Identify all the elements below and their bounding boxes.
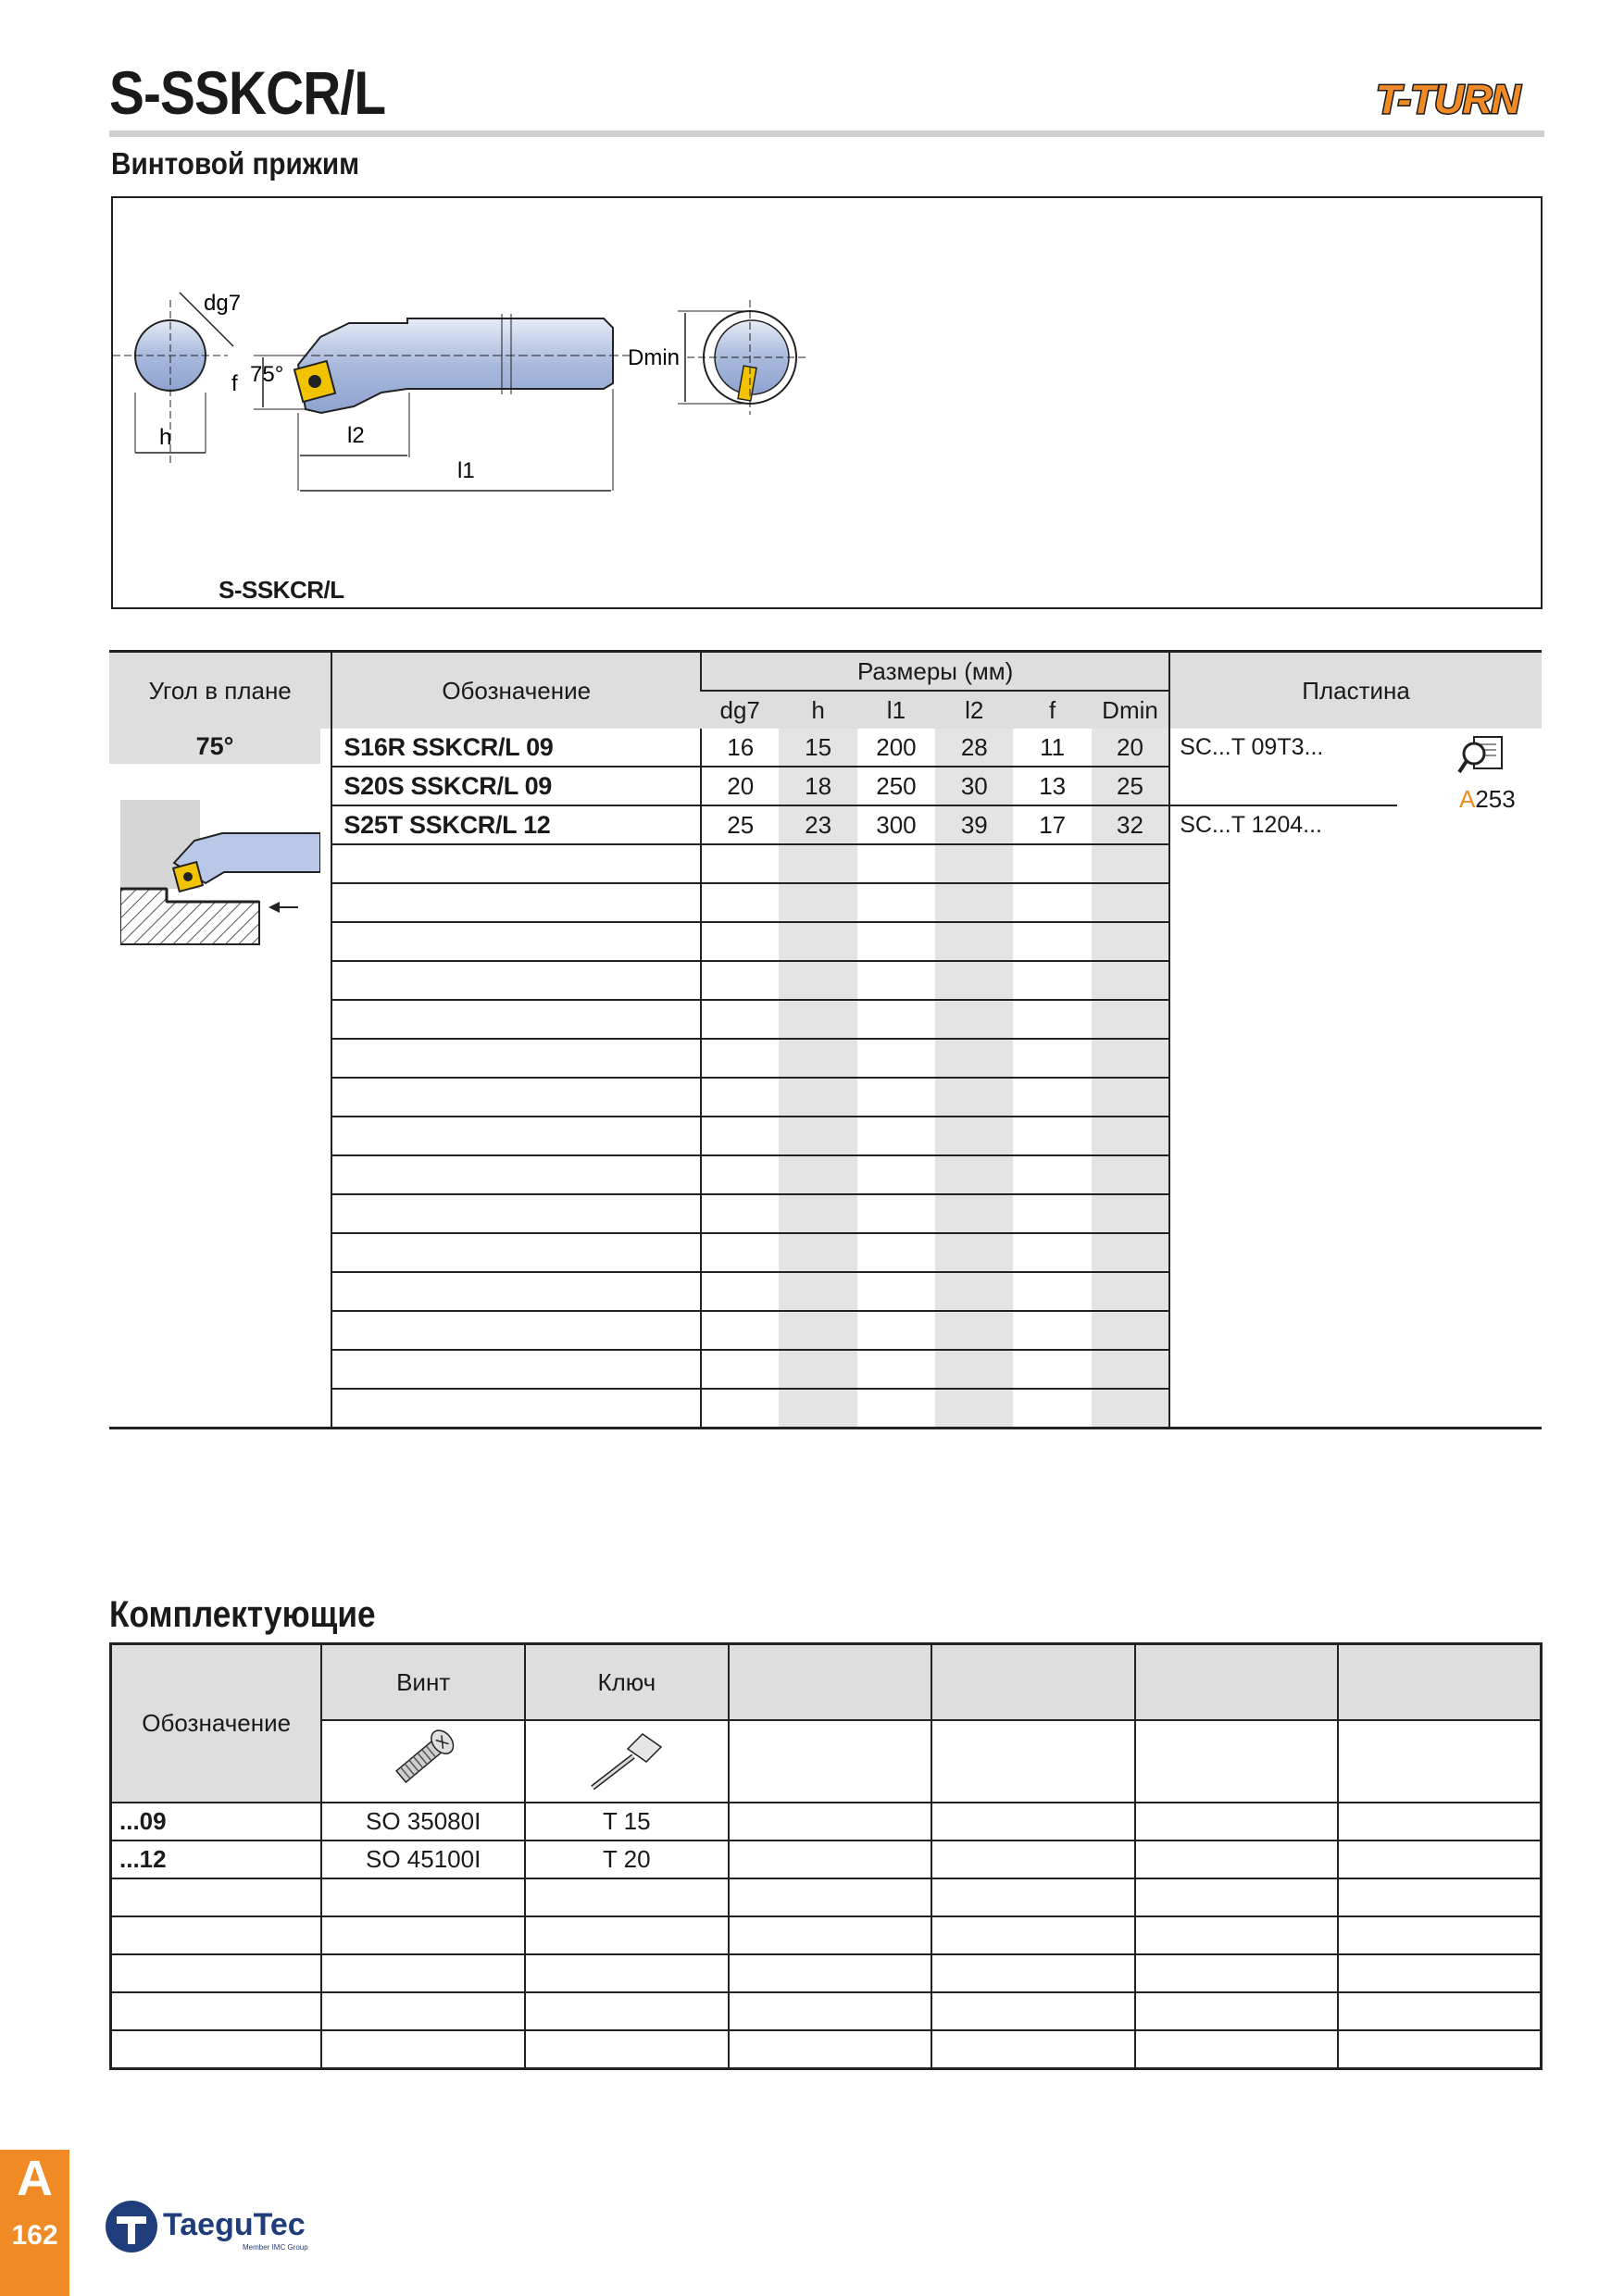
label-l2: l2 <box>347 423 365 448</box>
accessory-designation-cell <box>111 2030 322 2069</box>
dimension-cell: 30 <box>935 767 1013 805</box>
dimension-cell <box>857 1039 935 1078</box>
insert-cell: SC...T 09T3... <box>1169 729 1542 767</box>
header-l2: l2 <box>965 695 984 724</box>
angle-cell <box>109 1117 331 1155</box>
designation-cell: S25T SSKCR/L 12 <box>331 805 701 844</box>
dimension-cell <box>935 1350 1013 1389</box>
dimension-cell <box>935 922 1013 961</box>
accessory-screw-cell: SO 35080I <box>321 1803 525 1841</box>
empty-accessory-row <box>111 1992 1542 2030</box>
designation-cell <box>331 1311 701 1350</box>
dimension-cell <box>857 1311 935 1350</box>
empty-table-row <box>109 1233 1542 1272</box>
dimension-cell <box>1092 922 1169 961</box>
dimension-cell <box>1092 883 1169 922</box>
dimension-cell <box>701 1350 779 1389</box>
catalog-reference-icon[interactable] <box>1457 733 1507 778</box>
insert-cell <box>1169 1272 1542 1311</box>
dimension-cell <box>701 1039 779 1078</box>
dimensions-body <box>109 729 1542 1429</box>
empty-table-row <box>109 1389 1542 1429</box>
dimension-cell: 25 <box>701 805 779 844</box>
dimension-cell <box>935 1155 1013 1194</box>
dimension-cell <box>779 1350 856 1389</box>
page-number: 162 <box>11 2220 58 2251</box>
angle-cell <box>109 1155 331 1194</box>
designation-cell <box>331 1078 701 1117</box>
dimension-cell <box>779 883 856 922</box>
dimension-cell <box>857 961 935 1000</box>
empty-table-row <box>109 1039 1542 1078</box>
dimension-cell: 20 <box>1092 729 1169 767</box>
label-angle: 75° <box>250 362 284 387</box>
dimension-cell <box>857 1350 935 1389</box>
acc-header-empty <box>1135 1644 1338 1721</box>
header-dimensions: Размеры (мм) <box>701 652 1169 692</box>
dimension-cell <box>935 1233 1013 1272</box>
empty-accessory-row <box>111 1954 1542 1992</box>
dimension-cell <box>779 1233 856 1272</box>
accessories-title: Комплектующие <box>109 1594 376 1635</box>
empty-cell <box>931 1916 1134 1954</box>
empty-cell <box>1338 1720 1542 1803</box>
dimension-cell <box>857 1117 935 1155</box>
dimension-cell <box>779 1272 856 1311</box>
accessories-header-row <box>111 1644 1542 1721</box>
section-letter: A <box>17 2151 53 2206</box>
dimension-cell <box>857 1233 935 1272</box>
dimension-cell <box>701 1155 779 1194</box>
empty-table-row <box>109 1078 1542 1117</box>
dimension-cell <box>935 1311 1013 1350</box>
empty-table-row <box>109 1350 1542 1389</box>
dimension-cell <box>1092 1117 1169 1155</box>
accessory-row <box>111 1841 1542 1878</box>
catalog-ref-letter: A <box>1459 785 1476 813</box>
designation-cell <box>331 961 701 1000</box>
empty-cell <box>1338 1878 1542 1916</box>
empty-table-row <box>109 883 1542 922</box>
accessory-designation-cell <box>111 1916 322 1954</box>
angle-cell <box>109 1194 331 1233</box>
dimension-cell <box>1013 883 1091 922</box>
designation-cell: S16R SSKCR/L 09 <box>331 729 701 767</box>
dimension-cell <box>1013 1155 1091 1194</box>
dimension-cell <box>935 961 1013 1000</box>
insert-cell <box>1169 1350 1542 1389</box>
empty-cell <box>1135 1992 1338 2030</box>
dimension-cell <box>935 1272 1013 1311</box>
empty-cell <box>931 1954 1134 1992</box>
accessory-screw-cell: SO 45100I <box>321 1841 525 1878</box>
insert-cell <box>1169 1078 1542 1117</box>
angle-cell <box>109 1389 331 1429</box>
logo-text: TaeguTec <box>163 2207 306 2242</box>
designation-cell <box>331 1000 701 1039</box>
empty-cell <box>729 1803 931 1841</box>
dimension-cell <box>857 883 935 922</box>
empty-cell <box>729 1916 931 1954</box>
dimension-cell: 200 <box>857 729 935 767</box>
designation-cell <box>331 1272 701 1311</box>
designation-cell <box>331 1389 701 1429</box>
dimension-cell: 15 <box>779 729 856 767</box>
header-f: f <box>1049 695 1056 724</box>
dimension-cell <box>779 1000 856 1039</box>
header-dg7: dg7 <box>719 695 760 724</box>
insert-group-divider <box>1170 805 1397 806</box>
label-h: h <box>159 425 172 450</box>
header-designation: Обозначение <box>331 652 701 730</box>
dimension-cell: 250 <box>857 767 935 805</box>
empty-cell <box>1338 1803 1542 1841</box>
accessory-key-cell <box>525 1916 729 1954</box>
title-rule <box>109 131 1544 137</box>
empty-cell <box>1338 1916 1542 1954</box>
screw-image-cell <box>321 1720 525 1803</box>
insert-cell <box>1169 922 1542 961</box>
dimension-cell <box>1013 961 1091 1000</box>
dimension-cell <box>935 1194 1013 1233</box>
empty-table-row <box>109 844 1542 883</box>
dimension-cell <box>1013 1350 1091 1389</box>
designation-cell: S20S SSKCR/L 09 <box>331 767 701 805</box>
dimension-cell <box>779 1194 856 1233</box>
empty-accessory-row <box>111 1878 1542 1916</box>
dimension-cell <box>857 1272 935 1311</box>
header-angle: Угол в плане <box>148 676 292 705</box>
dimension-cell <box>1013 1078 1091 1117</box>
header-l1: l1 <box>886 695 906 724</box>
label-l1: l1 <box>457 458 475 483</box>
empty-cell <box>1135 1878 1338 1916</box>
accessory-key-cell <box>525 1878 729 1916</box>
accessory-designation-cell: ...09 <box>111 1803 322 1841</box>
angle-value: 75° <box>109 729 320 764</box>
bore-front-view <box>678 300 806 415</box>
accessory-key-cell <box>525 1992 729 2030</box>
empty-table-row <box>109 961 1542 1000</box>
angle-cell <box>109 961 331 1000</box>
empty-cell <box>1338 1992 1542 2030</box>
accessories-body <box>111 1803 1542 2069</box>
dimension-cell <box>1092 1039 1169 1078</box>
dimension-cell <box>935 1000 1013 1039</box>
dimension-cell <box>1013 1272 1091 1311</box>
empty-cell <box>1135 2030 1338 2069</box>
insert-cell <box>1169 1155 1542 1194</box>
dimension-cell <box>857 1078 935 1117</box>
empty-table-row <box>109 1311 1542 1350</box>
dimension-cell <box>1092 1311 1169 1350</box>
empty-cell <box>1135 1916 1338 1954</box>
dimension-cell <box>935 844 1013 883</box>
accessory-designation-cell <box>111 1878 322 1916</box>
catalog-ref-number: 253 <box>1475 785 1516 813</box>
designation-cell <box>331 883 701 922</box>
designation-cell <box>331 1155 701 1194</box>
dimension-cell: 32 <box>1092 805 1169 844</box>
empty-cell <box>931 1992 1134 2030</box>
empty-table-row <box>109 1272 1542 1311</box>
accessory-screw-cell <box>321 1954 525 1992</box>
accessories-table <box>109 1642 1543 2070</box>
empty-cell <box>729 1954 931 1992</box>
dimension-cell <box>935 1389 1013 1429</box>
dimension-cell <box>1013 1000 1091 1039</box>
dimension-cell: 13 <box>1013 767 1091 805</box>
dimension-cell <box>779 1311 856 1350</box>
designation-cell <box>331 1194 701 1233</box>
insert-cell <box>1169 844 1542 883</box>
key-icon <box>585 1721 668 1795</box>
empty-cell <box>729 2030 931 2069</box>
label-f: f <box>231 371 238 396</box>
dimension-cell <box>701 1078 779 1117</box>
accessory-screw-cell <box>321 1992 525 2030</box>
dimension-cell <box>1013 922 1091 961</box>
dimension-cell <box>779 1078 856 1117</box>
empty-cell <box>931 2030 1134 2069</box>
accessory-row <box>111 1803 1542 1841</box>
dimension-cell <box>1092 1389 1169 1429</box>
dimension-cell <box>701 922 779 961</box>
header-dmin: Dmin <box>1102 695 1158 724</box>
insert-cell <box>1169 1233 1542 1272</box>
insert-cell <box>1169 1117 1542 1155</box>
dimension-cell: 28 <box>935 729 1013 767</box>
insert-cell <box>1169 1000 1542 1039</box>
label-dg7: dg7 <box>204 291 242 316</box>
dimension-cell <box>1092 1194 1169 1233</box>
t-turn-logo <box>1368 72 1544 128</box>
accessories-image-row <box>111 1720 1542 1803</box>
dimension-cell <box>701 1389 779 1429</box>
dimension-cell: 20 <box>701 767 779 805</box>
dimension-cell: 23 <box>779 805 856 844</box>
designation-cell <box>331 1039 701 1078</box>
accessory-designation-cell <box>111 1954 322 1992</box>
empty-cell <box>729 1992 931 2030</box>
key-image-cell <box>525 1720 729 1803</box>
dimension-cell <box>1013 1194 1091 1233</box>
page-subtitle: Винтовой прижим <box>111 146 360 181</box>
empty-table-row <box>109 1155 1542 1194</box>
dimension-cell <box>935 883 1013 922</box>
dimension-cell <box>701 1117 779 1155</box>
dimension-cell <box>701 961 779 1000</box>
empty-cell <box>729 1878 931 1916</box>
empty-cell <box>931 1720 1134 1803</box>
accessory-screw-cell <box>321 1878 525 1916</box>
dimension-cell <box>779 1117 856 1155</box>
screw-icon <box>381 1721 465 1795</box>
shank-end-view <box>113 293 233 467</box>
angle-cell <box>109 1272 331 1311</box>
dimension-cell <box>857 1155 935 1194</box>
dimension-cell <box>701 844 779 883</box>
designation-cell <box>331 1350 701 1389</box>
empty-cell <box>729 1720 931 1803</box>
dimension-cell <box>701 1194 779 1233</box>
dimension-cell <box>857 1194 935 1233</box>
empty-table-row <box>109 1000 1542 1039</box>
empty-cell <box>1338 1841 1542 1878</box>
dimension-cell <box>1092 1155 1169 1194</box>
dimension-cell <box>1092 1272 1169 1311</box>
page-title: S-SSKCR/L <box>109 58 386 127</box>
dimension-cell <box>1013 1117 1091 1155</box>
dimension-cell: 17 <box>1013 805 1091 844</box>
insert-cell <box>1169 1039 1542 1078</box>
empty-cell <box>1135 1720 1338 1803</box>
acc-header-empty <box>729 1644 931 1721</box>
dimension-cell <box>1092 844 1169 883</box>
empty-accessory-row <box>111 1916 1542 1954</box>
dimension-cell <box>779 922 856 961</box>
header-h: h <box>811 695 825 724</box>
dimension-cell <box>1092 1233 1169 1272</box>
accessory-designation-cell: ...12 <box>111 1841 322 1878</box>
designation-cell <box>331 1233 701 1272</box>
insert-cell <box>1169 1194 1542 1233</box>
dimensions-table <box>109 650 1542 1429</box>
dimension-cell <box>935 1117 1013 1155</box>
insert-cell: SC...T 1204... <box>1169 805 1542 844</box>
dimension-cell: 16 <box>701 729 779 767</box>
dimension-cell <box>935 1078 1013 1117</box>
dimension-cell <box>701 1233 779 1272</box>
accessory-key-cell: T 15 <box>525 1803 729 1841</box>
acc-header-key: Ключ <box>525 1644 729 1721</box>
empty-table-row <box>109 1194 1542 1233</box>
accessory-key-cell: T 20 <box>525 1841 729 1878</box>
angle-cell <box>109 1311 331 1350</box>
empty-cell <box>1338 1954 1542 1992</box>
tool-drawing <box>113 198 817 568</box>
table-row <box>109 767 1542 805</box>
empty-table-row <box>109 922 1542 961</box>
dimension-cell <box>1092 1078 1169 1117</box>
acc-header-screw: Винт <box>321 1644 525 1721</box>
dimension-cell <box>1092 961 1169 1000</box>
angle-cell <box>109 1039 331 1078</box>
insert-cell <box>1169 1311 1542 1350</box>
empty-cell <box>1135 1841 1338 1878</box>
empty-cell <box>729 1841 931 1878</box>
dimension-cell <box>857 844 935 883</box>
accessory-screw-cell <box>321 1916 525 1954</box>
dimension-cell <box>1013 1311 1091 1350</box>
dimension-cell: 39 <box>935 805 1013 844</box>
table-row <box>109 805 1542 844</box>
dimension-cell <box>701 883 779 922</box>
empty-cell <box>1338 2030 1542 2069</box>
designation-cell <box>331 1117 701 1155</box>
dimension-cell <box>1092 1000 1169 1039</box>
empty-cell <box>1135 1803 1338 1841</box>
label-dmin: Dmin <box>628 345 681 370</box>
header-row-1 <box>109 652 1542 692</box>
empty-cell <box>931 1878 1134 1916</box>
dimension-cell <box>779 1155 856 1194</box>
dimension-cell <box>701 1000 779 1039</box>
angle-cell <box>109 1078 331 1117</box>
dimension-cell <box>857 1000 935 1039</box>
insert-cell <box>1169 883 1542 922</box>
angle-cell <box>109 1233 331 1272</box>
dimension-cell <box>1013 1233 1091 1272</box>
empty-table-row <box>109 1117 1542 1155</box>
dimension-cell <box>701 1272 779 1311</box>
angle-cell <box>109 1350 331 1389</box>
insert-cell <box>1169 1389 1542 1429</box>
header-insert: Пластина <box>1169 652 1542 730</box>
diagram-caption: S-SSKCR/L <box>219 576 344 604</box>
boring-pictogram <box>120 800 320 948</box>
acc-header-designation: Обозначение <box>111 1644 322 1803</box>
empty-cell <box>931 1841 1134 1878</box>
accessory-key-cell <box>525 1954 729 1992</box>
dimension-cell <box>779 961 856 1000</box>
brand-text: T-TURN <box>1376 77 1520 122</box>
insert-cell <box>1169 961 1542 1000</box>
taegutec-logo <box>104 2198 344 2255</box>
dimension-cell <box>779 1389 856 1429</box>
dimension-cell: 300 <box>857 805 935 844</box>
accessory-key-cell <box>525 2030 729 2069</box>
catalog-page-reference[interactable] <box>1459 785 1516 814</box>
dimension-cell <box>935 1039 1013 1078</box>
empty-cell <box>931 1803 1134 1841</box>
dimension-cell <box>779 844 856 883</box>
dimension-cell: 25 <box>1092 767 1169 805</box>
angle-cell <box>109 1000 331 1039</box>
acc-header-empty <box>1338 1644 1542 1721</box>
logo-subtext: Member IMC Group <box>243 2243 308 2252</box>
dimension-cell <box>1013 844 1091 883</box>
accessory-designation-cell <box>111 1992 322 2030</box>
dimension-cell <box>701 1311 779 1350</box>
dimension-cell <box>857 922 935 961</box>
dimension-cell: 18 <box>779 767 856 805</box>
dimension-cell <box>1092 1350 1169 1389</box>
dimension-cell: 11 <box>1013 729 1091 767</box>
boring-bar-side-view <box>254 314 631 491</box>
empty-accessory-row <box>111 2030 1542 2069</box>
empty-cell <box>1135 1954 1338 1992</box>
table-row <box>109 729 1542 767</box>
dimension-cell <box>1013 1039 1091 1078</box>
dimension-cell <box>779 1039 856 1078</box>
designation-cell <box>331 844 701 883</box>
dimension-cell <box>1013 1389 1091 1429</box>
acc-header-empty <box>931 1644 1134 1721</box>
accessory-screw-cell <box>321 2030 525 2069</box>
dimension-cell <box>857 1389 935 1429</box>
designation-cell <box>331 922 701 961</box>
